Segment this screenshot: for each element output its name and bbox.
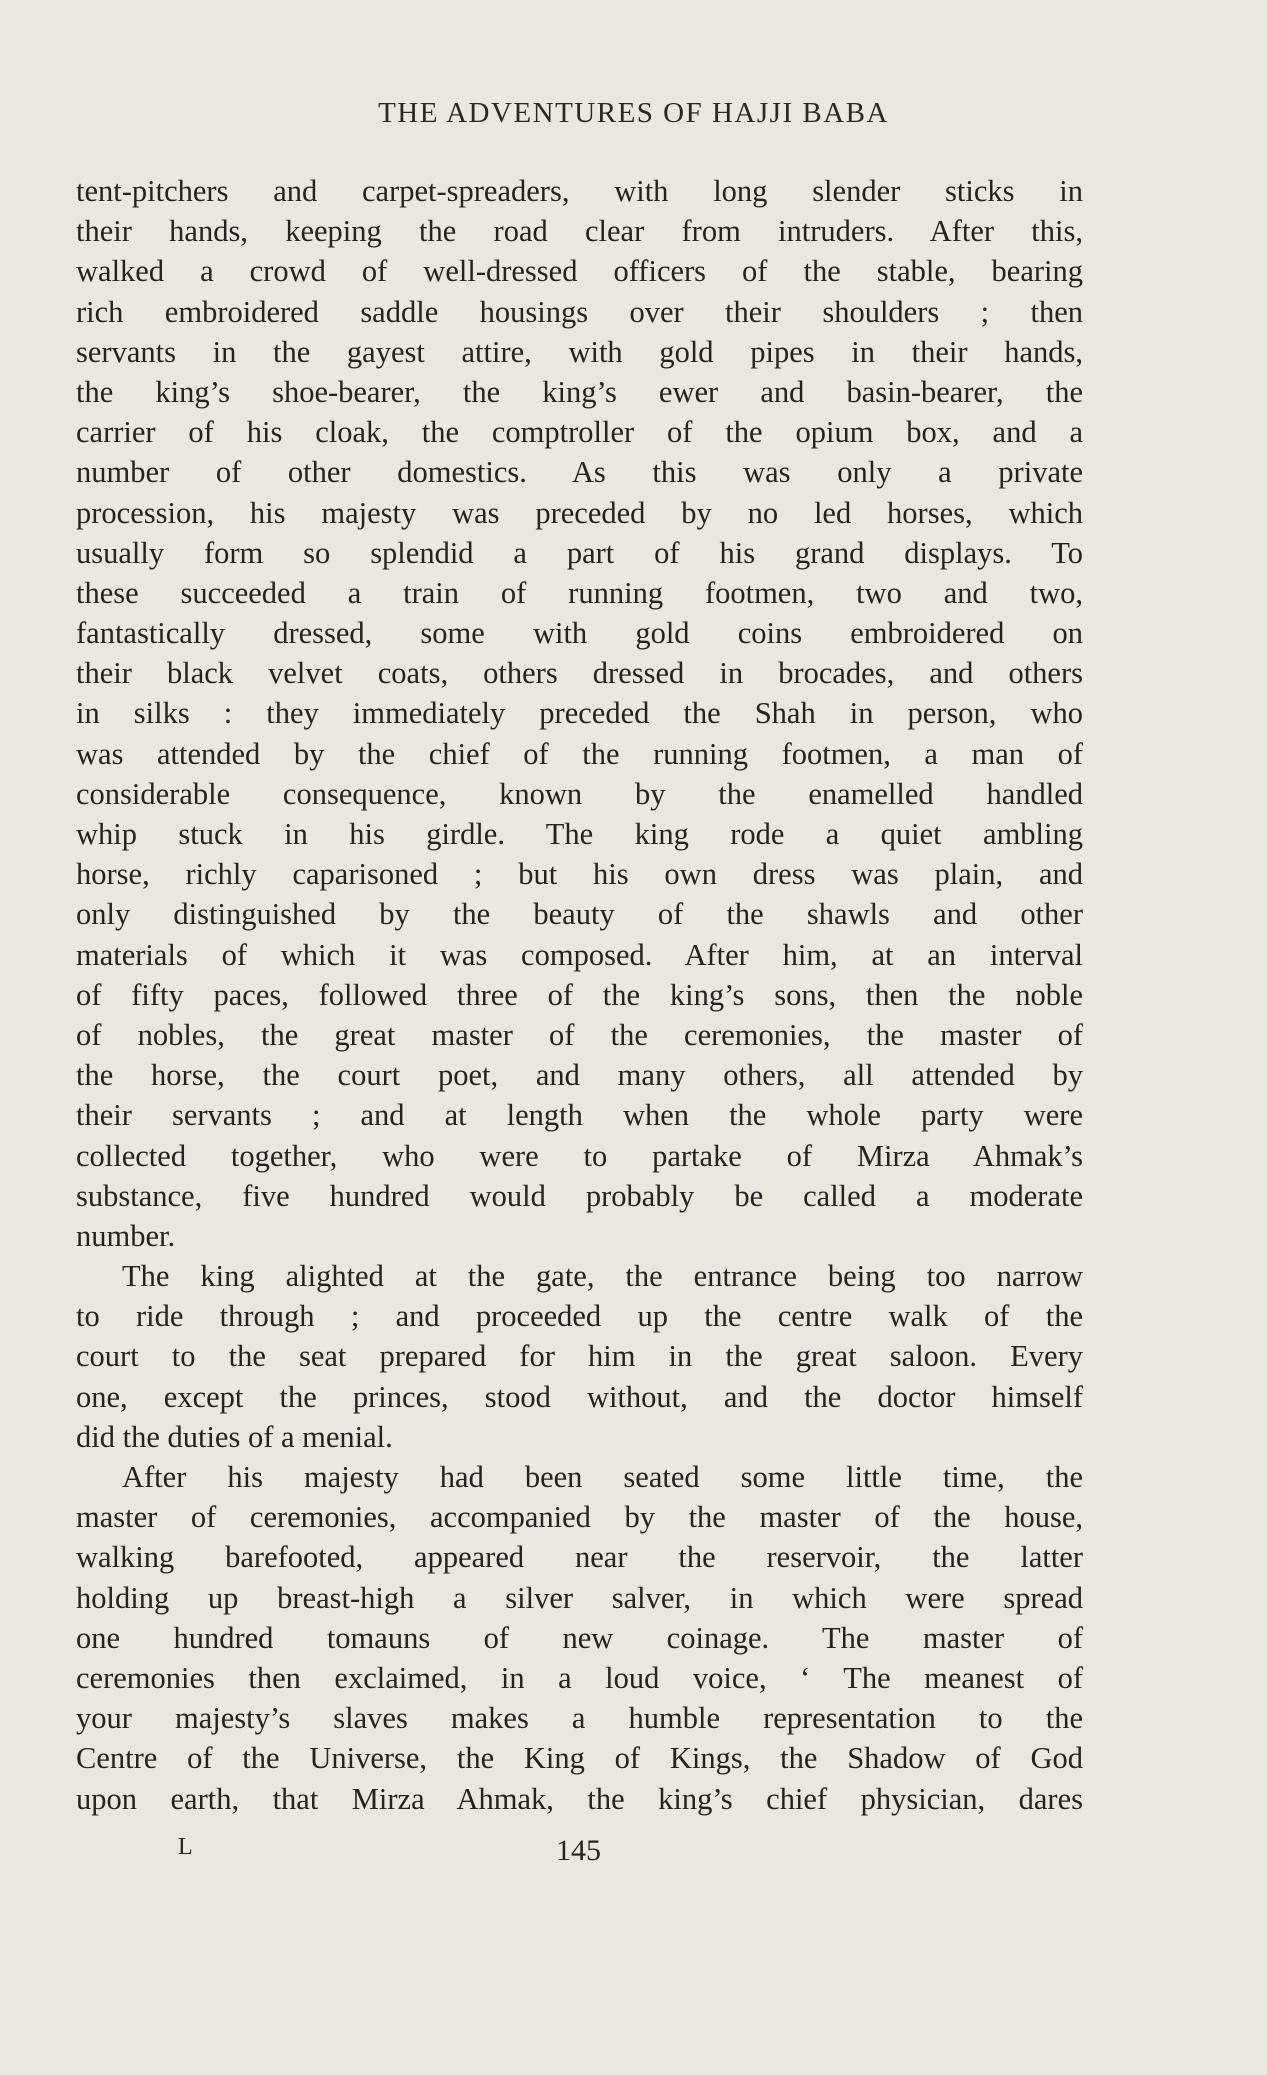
text-line: their hands, keeping the road clear from intruders. After this,	[76, 214, 1083, 249]
paragraph-2	[76, 1256, 1083, 1457]
text-line: of fifty paces, followed three of the king’s sons, then the noble	[76, 977, 1083, 1012]
text-line: in silks : they immediately preceded the Shah in person, who	[76, 696, 1083, 731]
paragraph-3	[76, 1457, 1083, 1819]
text-line: Centre of the Universe, the King of Kings, the Shadow of God	[76, 1741, 1083, 1776]
text-line: walking barefooted, appeared near the reservoir, the latter	[76, 1540, 1083, 1575]
text-line: court to the seat prepared for him in the great saloon. Every	[76, 1339, 1083, 1374]
text-line: The king alighted at the gate, the entrance being too narrow	[122, 1259, 1083, 1294]
text-line: servants in the gayest attire, with gold pipes in their hands,	[76, 334, 1083, 369]
text-line: was attended by the chief of the running footmen, a man of	[76, 736, 1083, 771]
page-number: 145	[556, 1834, 601, 1867]
body-text	[76, 171, 1083, 1819]
text-line: number.	[76, 1218, 176, 1253]
text-line: did the duties of a menial.	[76, 1419, 393, 1454]
text-line: whip stuck in his girdle. The king rode a quiet ambling	[76, 817, 1083, 851]
text-line: procession, his majesty was preceded by no led horses, which	[76, 495, 1083, 530]
text-line: materials of which it was composed. After him, at an interval	[76, 937, 1083, 972]
text-line: fantastically dressed, some with gold coins embroidered on	[76, 616, 1083, 651]
text-line: rich embroidered saddle housings over their shoulders ; then	[76, 294, 1083, 329]
text-line: their black velvet coats, others dressed in brocades, and others	[76, 656, 1083, 691]
text-line: ceremonies then exclaimed, in a loud voice, ‘ The meanest of	[76, 1660, 1083, 1695]
text-line: substance, five hundred would probably be called a moderate	[76, 1178, 1083, 1213]
text-line: horse, richly caparisoned ; but his own dress was plain, and	[76, 857, 1083, 892]
text-line: tent-pitchers and carpet-spreaders, with long slender sticks in	[76, 174, 1083, 208]
text-line: master of ceremonies, accompanied by the master of the house,	[76, 1500, 1083, 1535]
text-line: one, except the princes, stood without, and the doctor himself	[76, 1379, 1083, 1414]
text-line: your majesty’s slaves makes a humble representation to the	[76, 1701, 1083, 1736]
text-line: holding up breast-high a silver salver, in which were spread	[76, 1580, 1083, 1615]
text-line: their servants ; and at length when the whole party were	[76, 1098, 1083, 1133]
page-footer	[0, 1834, 1267, 1874]
text-line: of nobles, the great master of the ceremonies, the master of	[76, 1017, 1083, 1052]
text-line: these succeeded a train of running footmen, two and two,	[76, 575, 1083, 610]
text-line: After his majesty had been seated some little time, the	[122, 1460, 1083, 1494]
text-line: number of other domestics. As this was only a private	[76, 455, 1083, 490]
text-line: upon earth, that Mirza Ahmak, the king’s chief physician, dares	[76, 1781, 1083, 1816]
text-line: the king’s shoe-bearer, the king’s ewer and basin-bearer, the	[76, 374, 1083, 409]
text-line: to ride through ; and proceeded up the centre walk of the	[76, 1299, 1083, 1334]
text-line: usually form so splendid a part of his grand displays. To	[76, 535, 1083, 570]
text-line: only distinguished by the beauty of the shawls and other	[76, 897, 1083, 932]
text-line: collected together, who were to partake of Mirza Ahmak’s	[76, 1138, 1083, 1173]
running-head: THE ADVENTURES OF HAJJI BABA	[378, 97, 889, 129]
signature-mark: L	[178, 1834, 194, 1860]
paragraph-1	[76, 171, 1083, 1256]
text-line: walked a crowd of well-dressed officers of the stable, bearing	[76, 254, 1083, 289]
text-line: one hundred tomauns of new coinage. The master of	[76, 1620, 1083, 1655]
text-line: carrier of his cloak, the comptroller of the opium box, and a	[76, 415, 1083, 450]
text-line: the horse, the court poet, and many others, all attended by	[76, 1058, 1083, 1093]
text-line: considerable consequence, known by the enamelled handled	[76, 776, 1083, 811]
